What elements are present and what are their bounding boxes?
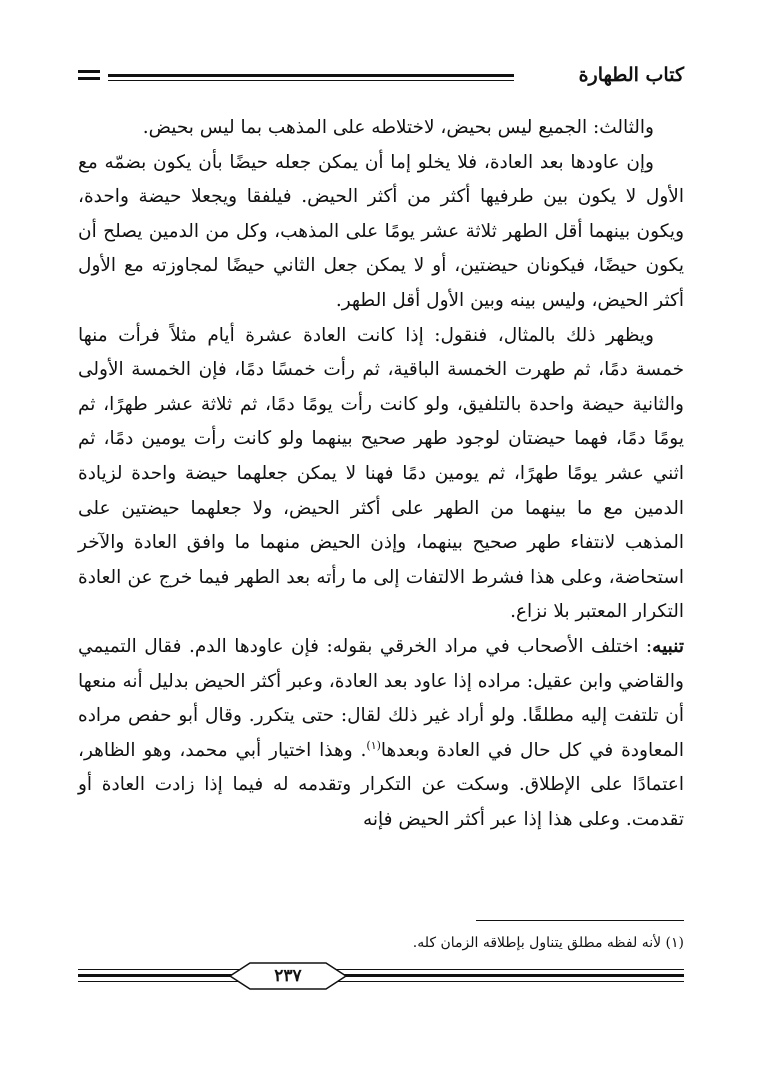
header-rule xyxy=(108,74,514,77)
header-ornament xyxy=(78,70,100,80)
footnote-reference[interactable]: (١) xyxy=(366,738,381,752)
footer-rule-top xyxy=(78,969,684,970)
tanbih-text: : اختلف الأصحاب في مراد الخرقي بقوله: فإن عاودها الدم. فقال التميمي والقاضي وابن عقيل: مراده إذا عاود بعد العادة، وعبر أكثر الحيض بدليل أنه منعها أن تلتفت إليه مطلقًا. ولو أراد غير ذلك لقال: حتى يتكرر. وقال أبو حفص مراده المعاودة في كل حال في العادة وبعدها xyxy=(78,635,684,761)
footnote-separator xyxy=(476,920,684,921)
paragraph: ويظهر ذلك بالمثال، فنقول: إذا كانت العادة عشرة أيام مثلاً فرأت منها خمسة دمًا، ثم طهرت الخمسة الباقية، ثم رأت خمسًا دمًا، فإن الخمسة الأولى والثانية حيضة واحدة بالتلفيق، ولو كانت رأت يومًا دمًا، ثم ثلاثة عشر طهرًا، ثم يومًا دمًا، فهما حيضتان لوجود طهر صحيح بينهما ولو كانت رأت يومين دمًا، ثم اثني عشر يومًا طهرًا، ثم يومين دمًا فهنا لا يمكن جعلهما حيضة واحدة لزيادة الدمين مع ما بينهما من الطهر على أكثر الحيض، ولا جعلهما حيضتين على المذهب لانتفاء طهر صحيح بينهما، وإذن الحيض منهما ما وافق العادة والآخر استحاضة، وعلى هذا فشرط الالتفات إلى ما رأته بعد الطهر فيما خرج عن العادة التكرار المعتبر بلا نزاع. xyxy=(78,324,684,623)
footnote: (١) لأنه لفظه مطلق يتناول بإطلاقه الزمان كله. xyxy=(412,935,684,951)
paragraph: والثالث: الجميع ليس بحيض، لاختلاطه على المذهب بما ليس بحيض. xyxy=(142,117,654,138)
running-header xyxy=(78,62,684,90)
footer-rule-middle xyxy=(78,974,684,977)
page-footer xyxy=(78,960,684,994)
tanbih-label: تنبيه xyxy=(652,635,684,657)
header-rule-thin xyxy=(108,80,514,81)
tanbih-paragraph xyxy=(78,630,684,838)
footer-rule-bottom xyxy=(78,981,684,982)
page-number: ٢٣٧ xyxy=(274,966,302,986)
paragraph: وإن عاودها بعد العادة، فلا يخلو إما أن يمكن جعله حيضًا بأن يكون بضمّه مع الأول لا يكون بين طرفيها أكثر من أكثر الحيض. فيلفقا ويجعلا حيضة واحدة، ويكون بينهما أقل الطهر ثلاثة عشر يومًا على المذهب، وكل من الدمين يصلح أن يكون حيضًا، فيكونان حيضتين، أو لا يمكن جعل الثاني حيضًا لمجاوزته مع الأول أكثر الحيض، وليس بينه وبين الأول أقل الطهر. xyxy=(78,151,684,311)
header-title: كتاب الطهارة xyxy=(578,64,684,86)
tanbih-text-continued: . وهذا اختيار أبي محمد، وهو الظاهر، اعتمادًا على الإطلاق. وسكت عن التكرار وتقدمه له فيما إذا زادت العادة أو تقدمت. وعلى هذا إذا عبر أكثر الحيض فإنه xyxy=(78,739,684,830)
page-number-badge xyxy=(228,961,348,991)
main-text xyxy=(78,111,684,837)
